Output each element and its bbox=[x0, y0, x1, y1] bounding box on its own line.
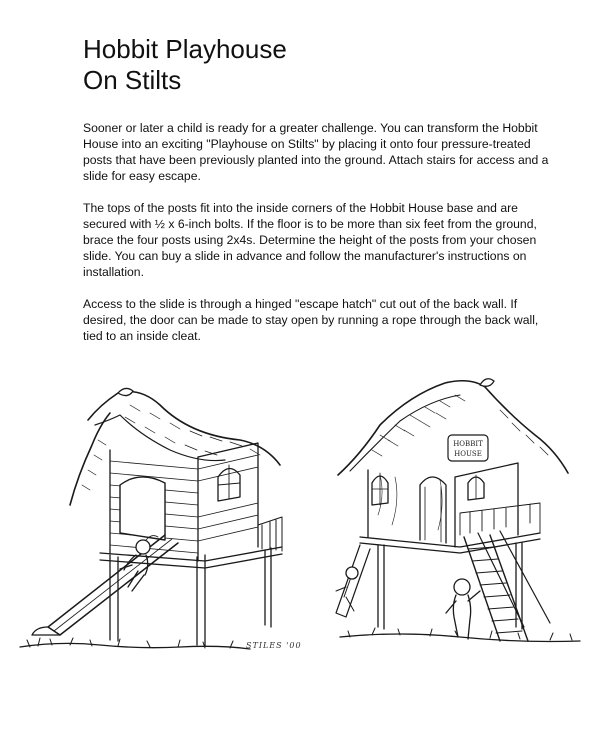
sign-line-2: HOUSE bbox=[454, 450, 482, 458]
right-playhouse-drawing bbox=[336, 379, 580, 642]
title-line-1: Hobbit Playhouse bbox=[83, 34, 287, 64]
illustration bbox=[0, 365, 600, 735]
paragraph-posts: The tops of the posts fit into the inside corners of the Hobbit House base and are secured with ½ x 6-inch bolts. If the floor is to be more than six feet from the ground, brace the four posts using 2x4s. Determine the height of the posts from your chosen slide. You can buy a slide in advance and follow the manufacturer's instructions on installation. bbox=[83, 201, 537, 279]
paragraph-escape-hatch: Access to the slide is through a hinged "escape hatch" cut out of the back wall. If desired, the door can be made to stay open by running a rope through the back wall, tied to an inside cleat. bbox=[83, 297, 539, 343]
title-line-2: On Stilts bbox=[83, 65, 182, 95]
artist-signature: STILES '00 bbox=[246, 641, 302, 650]
hobbit-house-sign bbox=[448, 435, 488, 461]
sign-line-1: HOBBIT bbox=[453, 440, 483, 448]
paragraph-intro: Sooner or later a child is ready for a greater challenge. You can transform the Hobbit House into an exciting "Playhouse on Stilts" by placing it onto four pressure-treated posts that have been previously planted into the ground. Attach stairs for access and a slide for easy escape. bbox=[83, 121, 549, 183]
body-text bbox=[83, 120, 553, 360]
playhouse-illustrations bbox=[0, 365, 600, 735]
left-playhouse-drawing bbox=[20, 388, 282, 649]
page-title bbox=[83, 34, 287, 96]
